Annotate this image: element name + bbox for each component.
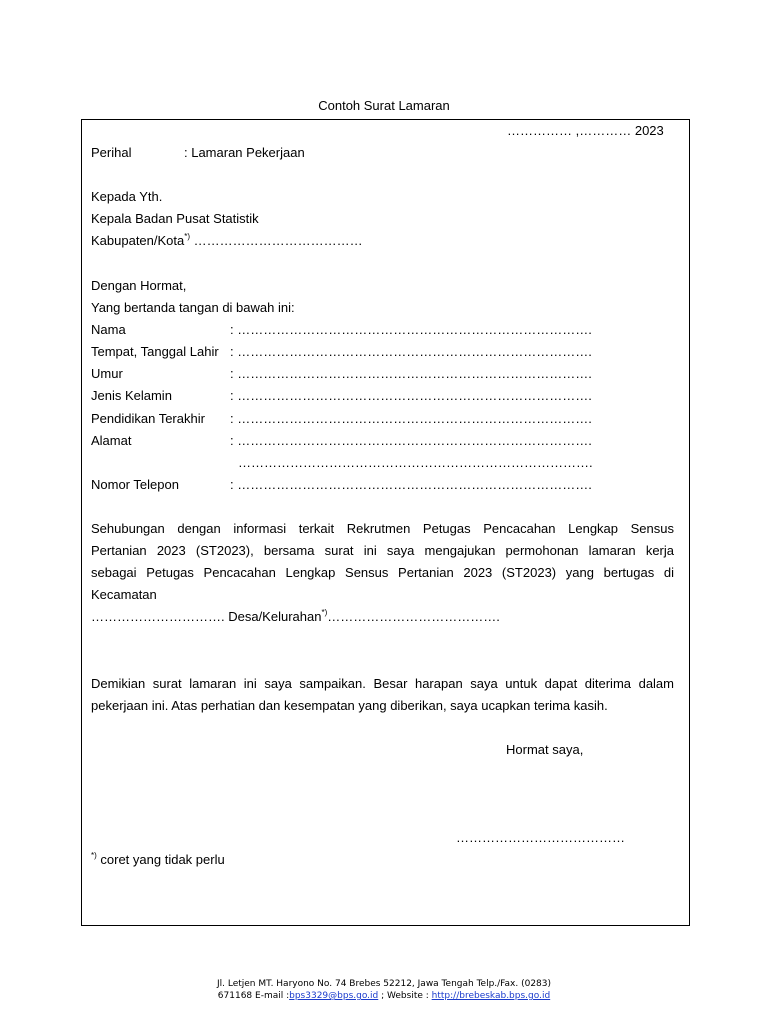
field-label: Nama (91, 322, 126, 337)
closing-line: pekerjaan ini. Atas perhatian dan kesempatan yang diberikan, saya ucapkan terima kasih. (91, 698, 608, 713)
body-line-location (91, 609, 500, 625)
field-label: Tempat, Tanggal Lahir (91, 344, 219, 359)
footer-website-link[interactable]: http://brebeskab.bps.go.id (431, 991, 551, 1001)
footer-email-link[interactable]: bps3329@bps.go.id (289, 991, 379, 1001)
field-label: Nomor Telepon (91, 477, 179, 492)
perihal-label: Perihal (91, 145, 132, 160)
letter-box (81, 119, 690, 926)
body-line: Sehubungan dengan informasi terkait Rekrutmen Petugas Pencacahan Lengkap Sensus (91, 521, 674, 536)
recipient-line-1: Kepada Yth. (91, 189, 163, 204)
field-value: : ………………………………………………………………………. (230, 477, 592, 492)
body-line: Kecamatan (91, 587, 157, 602)
field-value: : ………………………………………………………………………. (230, 388, 592, 403)
body-line-location-end: …………………………………. (327, 609, 500, 624)
recipient-line-3 (91, 233, 363, 249)
field-label: Umur (91, 366, 123, 381)
closing-line: Demikian surat lamaran ini saya sampaikan. Besar harapan saya untuk dapat diterima dalam (91, 676, 674, 691)
field-label: Jenis Kelamin (91, 388, 172, 403)
footnote-marker: *) (184, 232, 191, 241)
body-line: sebagai Petugas Pencacahan Lengkap Sensus Pertanian 2023 (ST2023) yang bertugas di (91, 565, 674, 580)
recipient-line-2: Kepala Badan Pusat Statistik (91, 211, 259, 226)
body-line-location-start: …………………………. Desa/Kelurahan (91, 609, 322, 624)
recipient-line-3-dots: ………………………………… (190, 233, 363, 248)
perihal-value: : Lamaran Pekerjaan (184, 145, 305, 160)
address-continuation: ………………………………………………………………………. (238, 455, 593, 470)
footnote-marker: *) (321, 608, 328, 617)
field-label: Alamat (91, 433, 132, 448)
field-label: Pendidikan Terakhir (91, 411, 205, 426)
intro-line: Yang bertanda tangan di bawah ini: (91, 300, 295, 315)
footnote-text: coret yang tidak perlu (96, 852, 225, 867)
footer-contact (0, 990, 768, 1002)
footer-address: Jl. Letjen MT. Haryono No. 74 Brebes 52212, Jawa Tengah Telp./Fax. (0283) (216, 979, 552, 989)
footer-phone: 671168 E-mail : (217, 991, 290, 1001)
field-value: : ………………………………………………………………………. (230, 366, 592, 381)
page-title: Contoh Surat Lamaran (318, 98, 450, 113)
field-value: : ………………………………………………………………………. (230, 433, 592, 448)
footer-website-label: ; Website : (378, 991, 432, 1001)
greeting: Dengan Hormat, (91, 278, 187, 293)
recipient-line-3-text: Kabupaten/Kota (91, 233, 185, 248)
field-value: : ………………………………………………………………………. (230, 344, 592, 359)
body-line: Pertanian 2023 (ST2023), bersama surat ini saya mengajukan permohonan lamaran kerja (91, 543, 674, 558)
sign-off: Hormat saya, (506, 742, 584, 757)
field-value: : ………………………………………………………………………. (230, 322, 592, 337)
footnote-marker: *) (91, 851, 97, 860)
field-value: : ………………………………………………………………………. (230, 411, 592, 426)
signature-line: ………………………………… (456, 830, 625, 845)
footnote (91, 852, 225, 868)
date-line: …………… ,………… 2023 (507, 123, 664, 138)
